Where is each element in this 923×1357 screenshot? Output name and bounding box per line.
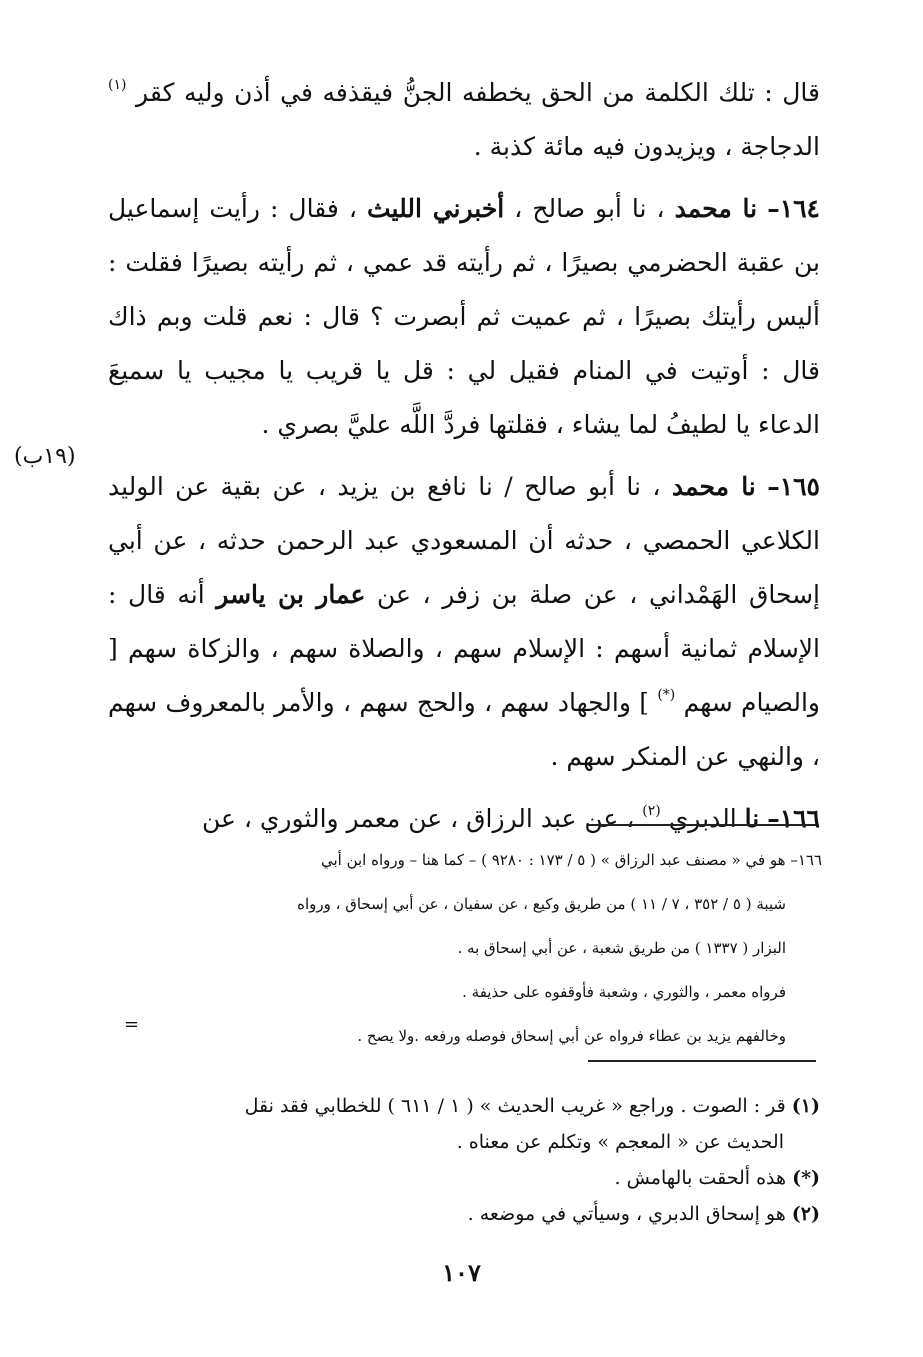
hadith-165 bbox=[108, 460, 820, 784]
hadith-number: ١٦٦– bbox=[767, 804, 820, 833]
takhrij-line: البزار ( ١٣٣٧ ) من طريق شعبة ، عن أبي إسحاق به . bbox=[457, 939, 786, 957]
hadith-text: أنه قال : الإسلام ثمانية أسهم : الإسلام سهم ، والصلاة سهم ، والزكاة سهم [ والصيام سهم bbox=[108, 580, 820, 717]
footnote-number: (٢) bbox=[791, 1203, 820, 1225]
narrator: نا محمد bbox=[671, 472, 756, 501]
hadith-number: ١٦٥– bbox=[767, 472, 820, 501]
paragraph-continuation bbox=[108, 66, 820, 174]
hadith-text: الدبري bbox=[668, 804, 737, 833]
narrator: أخبرني الليث bbox=[366, 194, 505, 223]
takhrij-line: فرواه معمر ، والثوري ، وشعبة فأوقفوه على حذيفة . bbox=[462, 983, 786, 1001]
takhrij-line: ١٦٦– هو في « مصنف عبد الرزاق » ( ٥ / ١٧٣ : ٩٢٨٠ ) – كما هنا – ورواه ابن أبي bbox=[320, 851, 822, 869]
hadith-text: ، نا أبو صالح / نا نافع بن يزيد ، عن بقية عن الوليد الكلاعي الحمصي ، حدثه أن المسعودي عبد الرحمن حدثه ، عن أبي إسحاق الهَمْداني ، عن صلة بن زفر ، عن bbox=[108, 472, 820, 609]
footnote-text: هو إسحاق الدبري ، وسيأتي في موضعه . bbox=[467, 1203, 786, 1225]
footnote-1 bbox=[120, 1088, 820, 1124]
divider bbox=[588, 1060, 816, 1062]
narrator: عمار بن ياسر bbox=[216, 580, 366, 609]
footnotes bbox=[120, 1088, 820, 1232]
hadith-text: ] والجهاد سهم ، والحج سهم ، والأمر بالمعروف سهم ، والنهي عن المنكر سهم . bbox=[108, 688, 820, 771]
footnote-text: قر : الصوت . وراجع « غريب الحديث » ( ١ / ٦١١ ) للخطابي فقد نقل bbox=[244, 1095, 786, 1117]
footnote-marker: (٢) bbox=[642, 803, 661, 819]
narrator: نا bbox=[744, 804, 760, 833]
footnote-marker: (*) bbox=[657, 687, 676, 703]
footnote-marker: (١) bbox=[108, 77, 127, 93]
hadith-164 bbox=[108, 182, 820, 452]
divider bbox=[588, 824, 816, 826]
takhrij-notes bbox=[128, 838, 822, 1058]
hadith-text: ، فقال : رأيت إسماعيل بن عقبة الحضرمي بصيرًا ، ثم رأيته قد عمي ، ثم رأيته بصيرًا فقلت : أليس رأيتك بصيرًا ، ثم عميت ثم أبصرت ؟ قال : نعم قلت وبم ذاك قال : أوتيت في المنام فقيل لي : قل يا قريب يا مجيب يا سميعَ الدعاء يا لطيفُ لما يشاء ، فقلتها فردَّ اللَّه عليَّ بصري . bbox=[108, 194, 820, 439]
footnote-star bbox=[120, 1160, 820, 1196]
hadith-text: ، عن عبد الرزاق ، عن معمر والثوري ، عن bbox=[201, 804, 635, 833]
footnote-number: (*) bbox=[792, 1167, 820, 1189]
text-line: الدجاجة ، ويزيدون فيه مائة كذبة . bbox=[473, 132, 820, 161]
narrator: نا محمد bbox=[674, 194, 758, 223]
text-line: قال : تلك الكلمة من الحق يخطفه الجنُّ فيقذفه في أذن وليه كقر bbox=[136, 78, 820, 107]
footnote-1-continued: الحديث عن « المعجم » وتكلم عن معناه . bbox=[456, 1131, 784, 1153]
hadith-text: ، نا أبو صالح ، bbox=[514, 194, 665, 223]
main-text bbox=[108, 66, 820, 854]
takhrij-line: وخالفهم يزيد بن عطاء فرواه عن أبي إسحاق فوصله ورفعه .ولا يصح . bbox=[357, 1027, 786, 1045]
takhrij-line: شيبة ( ٥ / ٣٥٢ ، ٧ / ١١ ) من طريق وكيع ، عن سفيان ، عن أبي إسحاق ، ورواه bbox=[297, 895, 786, 913]
manuscript-folio-note: (١٩ب) bbox=[14, 444, 76, 469]
footnote-number: (١) bbox=[791, 1095, 820, 1117]
continuation-mark: = bbox=[124, 1014, 140, 1035]
footnote-text: هذه ألحقت بالهامش . bbox=[614, 1167, 787, 1189]
page-number: ١٠٧ bbox=[442, 1258, 481, 1287]
footnote-2 bbox=[120, 1196, 820, 1232]
hadith-number: ١٦٤– bbox=[767, 194, 820, 223]
